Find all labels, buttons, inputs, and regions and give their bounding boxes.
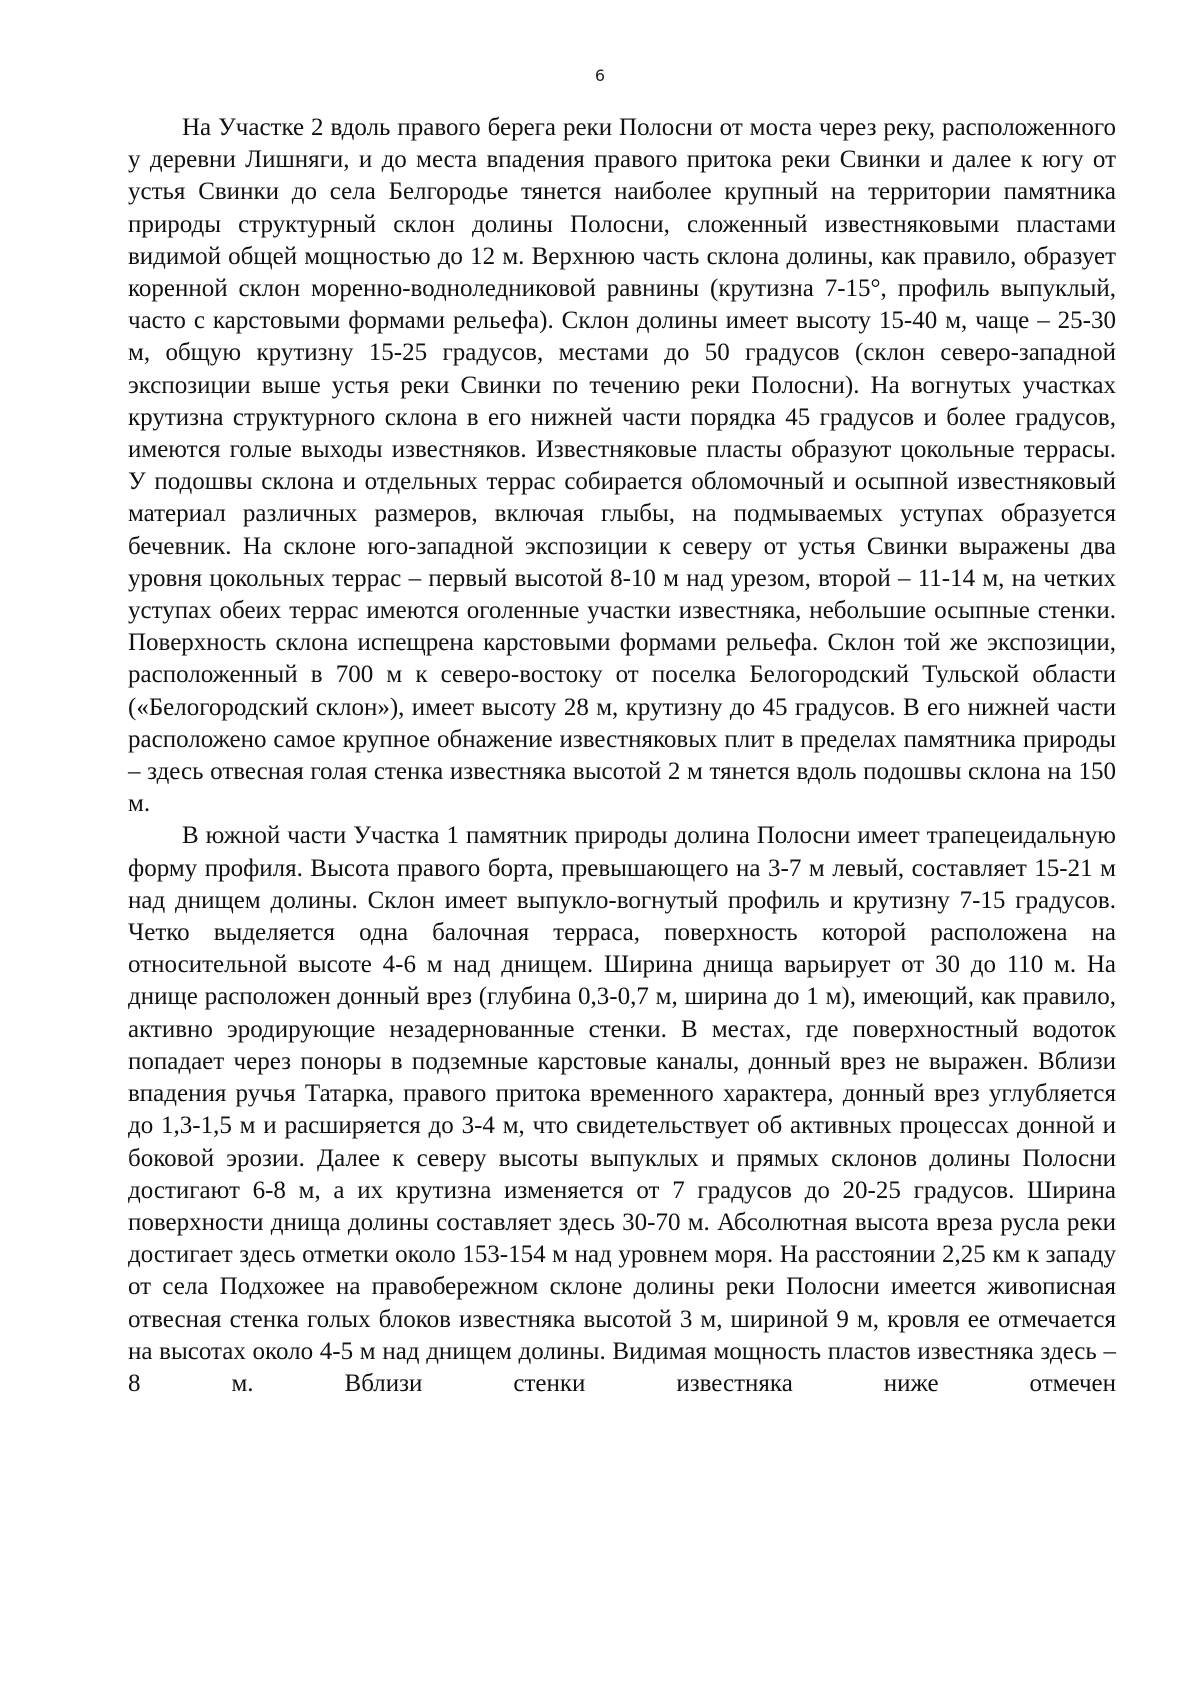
page-number: 6 [594, 66, 606, 85]
document-body [128, 112, 1116, 1400]
paragraph-site-1-south: В южной части Участка 1 памятник природы долина Полосни имеет трапецеидальную форму профиля. Высота правого борта, превышающего на 3-7 м левый, составляет 15-21 м над днищем долины. Склон имеет выпукло-вогнутый профиль и крутизну 7-15 градусов. Четко выделяется одна балочная терраса, поверхность которой расположена на относительной высоте 4-6 м над днищем. Ширина днища варьирует от 30 до 110 м. На днище расположен донный врез (глубина 0,3-0,7 м, ширина до 1 м), имеющий, как правило, активно эродирующие незадернованные стенки. В местах, где поверхностный водоток попадает через поноры в подземные карстовые каналы, донный врез не выражен. Вблизи впадения ручья Татарка, правого притока временного характера, донный врез углубляется до 1,3-1,5 м и расширяется до 3-4 м, что свидетельствует об активных процессах донной и боковой эрозии. Далее к северу высоты выпуклых и прямых склонов долины Полосни достигают 6-8 м, а их крутизна изменяется от 7 градусов до 20-25 градусов. Ширина поверхности днища долины составляет здесь 30-70 м. Абсолютная высота вреза русла реки достигает здесь отметки около 153-154 м над уровнем моря. На расстоянии 2,25 км к западу от села Подхожее на правобережном склоне долины реки Полосни имеется живописная отвесная стенка голых блоков известняка высотой 3 м, шириной 9 м, кровля ее отмечается на высотах около 4-5 м над днищем долины. Видимая мощность пластов известняка здесь – 8 м. Вблизи стенки известняка ниже отмечен [128, 822, 1116, 1397]
paragraph-site-2: На Участке 2 вдоль правого берега реки Полосни от моста через реку, расположенного у деревни Лишняги, и до места впадения правого притока реки Свинки и далее к югу от устья Свинки до села Белгородье тянется наиболее крупный на территории памятника природы структурный склон долины Полосни, сложенный известняковыми пластами видимой общей мощностью до 12 м. Верхнюю часть склона долины, как правило, образует коренной склон моренно-водноледниковой равнины (крутизна 7-15°, профиль выпуклый, часто с карстовыми формами рельефа). Склон долины имеет высоту 15-40 м, чаще – 25-30 м, общую крутизну 15-25 градусов, местами до 50 градусов (склон северо-западной экспозиции выше устья реки Свинки по течению реки Полосни). На вогнутых участках крутизна структурного склона в его нижней части порядка 45 градусов и более градусов, имеются голые выходы известняков. Известняковые пласты образуют цокольные террасы. У подошвы склона и отдельных террас собирается обломочный и осыпной известняковый материал различных размеров, включая глыбы, на подмываемых уступах образуется бечевник. На склоне юго-западной экспозиции к северу от устья Свинки выражены два уровня цокольных террас – первый высотой 8-10 м над урезом, второй – 11-14 м, на четких уступах обеих террас имеются оголенные участки известняка, небольшие осыпные стенки. Поверхность склона испещрена карстовыми формами рельефа. Склон той же экспозиции, расположенный в 700 м к северо-востоку от поселка Белогородский Тульской области («Белогородский склон»), имеет высоту 28 м, крутизну до 45 градусов. В его нижней части расположено самое крупное обнажение известняковых плит в пределах памятника природы – здесь отвесная голая стенка известняка высотой 2 м тянется вдоль подошвы склона на 150 м. [128, 114, 1116, 818]
